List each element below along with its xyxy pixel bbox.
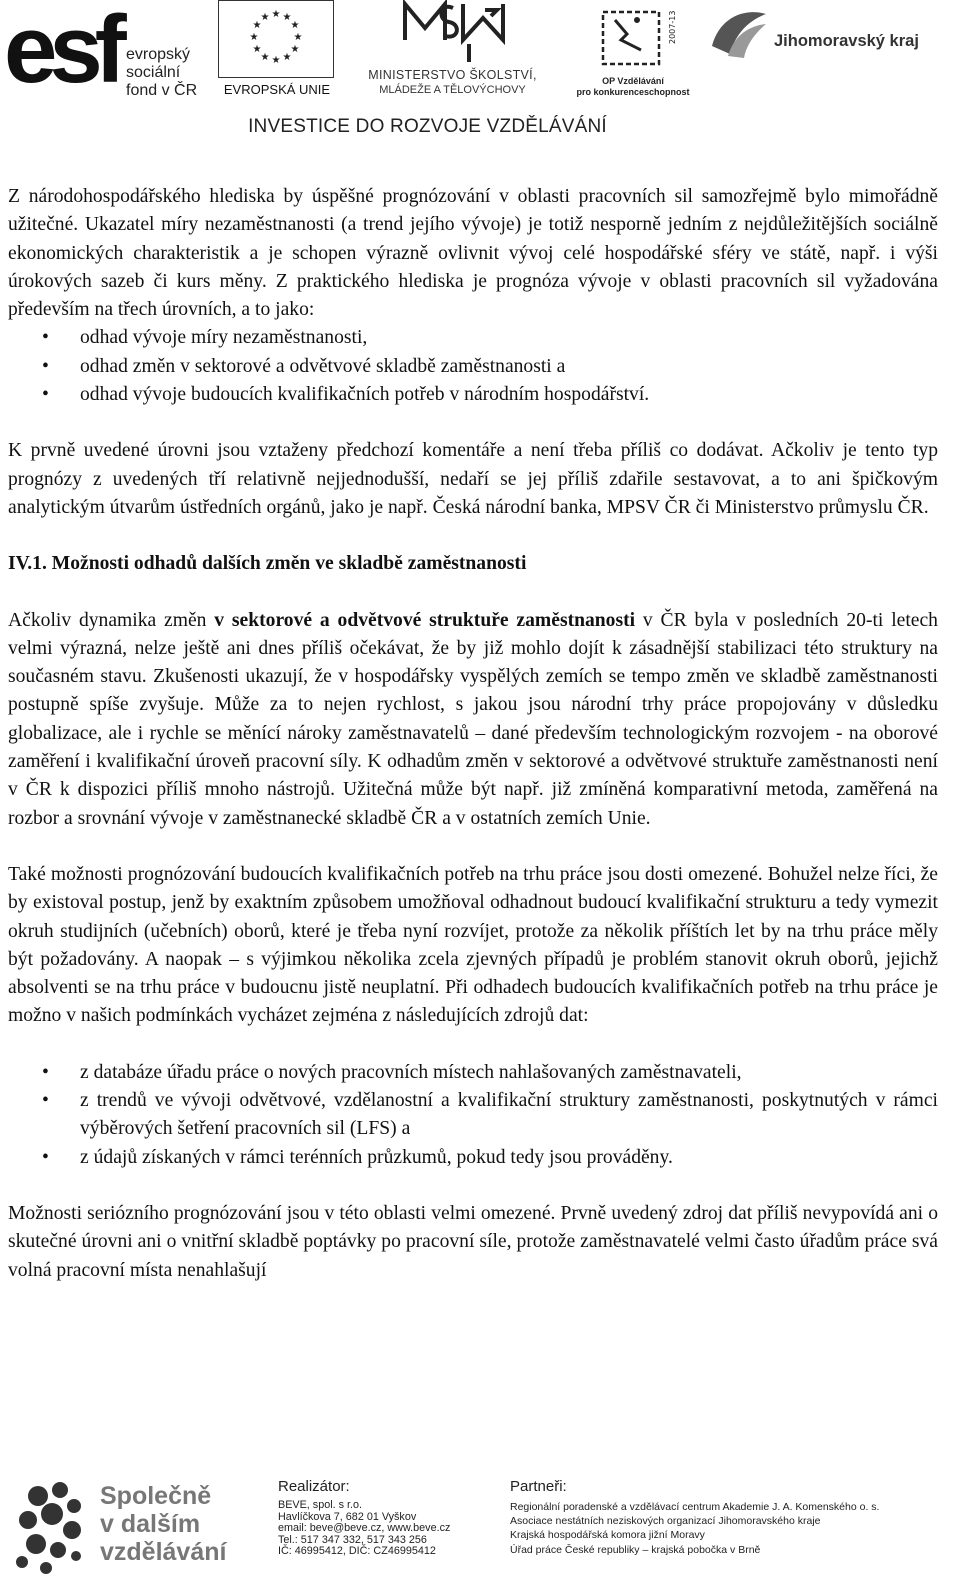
esf-logo-line-1: evropský xyxy=(126,46,191,63)
svg-text:★: ★ xyxy=(293,32,303,43)
realizator-line: BEVE, spol. s r.o. xyxy=(278,1499,363,1511)
eu-caption: EVROPSKÁ UNIE xyxy=(223,82,331,97)
paragraph-3 xyxy=(8,607,938,833)
svg-text:★: ★ xyxy=(282,12,292,23)
realizator-line: IČ: 46995412, DIČ: CZ46995412 xyxy=(278,1545,436,1558)
list-item: • odhad vývoje míry nezaměstnanosti, xyxy=(8,324,938,352)
esf-logo-line-3: fond v ČR xyxy=(126,82,198,99)
esf-logo-line-2: sociální xyxy=(126,64,181,81)
paragraph-3-bold: v sektorové a odvětvové struktuře zaměstnanosti xyxy=(214,609,636,631)
paragraph-3-rest: v ČR byla v posledních 20-ti letech velmi výrazná, nelze ještě ani dnes příliš očekávat, že by již mohlo dojít k zásadnější stabilizaci této struktury na současném stavu. Zkušenosti ukazují, že v hospodářsky vyspělých zemích se tempo změn ve skladbě zaměstnanosti postupně spíše zvyšuje. Může za to nejen rychlost, s jakou jsou národní trhy práce propojovány v důsledku globalizace, ale i rychle se měnící nároky zaměstnavatelů – dané především technologickým rozvojem - na oborové zaměření i kvalifikační úroveň pracovní síly. K odhadům změn v sektorové a odvětvové struktuře zaměstnanosti není v ČR k dispozici příliš mnoho nástrojů. Užitečná může být např. již zmíněná komparativní metoda, zaměřená na rozbor a srovnání vývoje v zaměstnanecké skladbě ČR a v ostatních zemích Unie. xyxy=(8,609,938,829)
list-item: • z trendů ve vývoji odvětvové, vzdělanostní a kvalifikační struktury zaměstnanosti, poskytnutých v rámci výběrových šetření pracovních sil (LFS) a xyxy=(8,1087,938,1144)
op-line-1: OP Vzdělávání xyxy=(602,76,664,86)
svg-text:★: ★ xyxy=(260,12,270,23)
page-footer xyxy=(0,1470,960,1586)
page-header xyxy=(0,0,960,145)
svg-text:★: ★ xyxy=(282,52,292,63)
list-item: • z údajů získaných v rámci terénních průzkumů, pokud tedy jsou prováděny. xyxy=(8,1144,938,1172)
spolecne-mark-icon xyxy=(8,1472,96,1578)
paragraph-5: Možnosti seriózního prognózování jsou v této oblasti velmi omezené. Prvně uvedený zdroj dat příliš nevypovídá ani o skutečné úrovni ani o vnitřní skladbě poptávky po pracovní síle, protože zaměstnavatelé velmi často úřadům práce svá volná pracovní místa nenahlašují xyxy=(8,1202,938,1281)
bullet-list-2 xyxy=(8,1059,938,1172)
realizator-block xyxy=(278,1478,508,1558)
spolecne-line-2: v dalším xyxy=(100,1510,201,1538)
svg-text:★: ★ xyxy=(260,52,270,63)
eu-logo xyxy=(218,0,336,100)
paragraph-4: Také možnosti prognózování budoucích kvalifikačních potřeb na trhu práce jsou dosti omezené. Bohužel nelze říci, že by existoval postup, jenž by exaktním způsobem umožňoval odhadnout budoucí kvalifikační strukturu a tedy vymezit okruh studijních (učebních) oborů, které je třeba nyní rozvíjet, protože za několik příštích let by na trhu práce měly být požadovány. A naopak – s výjimkou několika zcela zjevných případů je problém stanovit okruh oborů, jejichž absolventi se na trhu práce v budoucnu jistě neuplatní. Při odhadech budoucích kvalifikačních potřeb na trhu práce je možno v našich podmínkách vycházet zejména z následujících zdrojů dat: xyxy=(8,863,938,1027)
partner-line: Krajská hospodářská komora jižní Moravy xyxy=(510,1529,705,1542)
jmk-logo xyxy=(706,6,956,66)
investice-slogan: INVESTICE DO ROZVOJE VZDĚLÁVÁNÍ xyxy=(248,116,607,137)
partner-line: Úřad práce České republiky – krajská pobočka v Brně xyxy=(510,1543,761,1556)
msmt-mark-icon xyxy=(345,0,560,66)
paragraph-2: K prvně uvedené úrovni jsou vztaženy předchozí komentáře a není třeba příliš co dodávat. Ačkoliv je tento typ prognózy z uvedených tří relativně nejjednodušší, nedaří se jej příliš zdařile sestavovat, a to ani špičkovým analytickým útvarům ústředních orgánů, jako je např. Česká národní banka, MPSV ČR či Ministerstvo průmyslu ČR. xyxy=(8,440,938,518)
op-years: 2007-13 xyxy=(668,10,677,44)
svg-text:★: ★ xyxy=(290,20,300,31)
list-item: • odhad změn v sektorové a odvětvové skladbě zaměstnanosti a xyxy=(8,353,938,381)
svg-text:★: ★ xyxy=(252,44,262,55)
partner-line: Asociace nestátních neziskových organizací Jihomoravského kraje xyxy=(510,1515,821,1528)
bullet-list-1 xyxy=(8,324,938,409)
partneri-block xyxy=(510,1478,955,1557)
realizator-line: email: beve@beve.cz, www.beve.cz xyxy=(278,1522,451,1535)
msmt-line-2: MLÁDEŽE A TĚLOVÝCHOVY xyxy=(379,84,526,96)
msmt-line-1: MINISTERSTVO ŠKOLSTVÍ, xyxy=(368,68,537,82)
realizator-line: Tel.: 517 347 332, 517 343 256 xyxy=(278,1533,427,1546)
spolecne-logo xyxy=(8,1472,258,1584)
paragraph-3-start: Ačkoliv dynamika změn xyxy=(8,609,215,631)
eu-flag-icon xyxy=(218,0,334,78)
list-item: • z databáze úřadu práce o nových pracovních místech nahlašovaných zaměstnavateli, xyxy=(8,1059,938,1087)
document-body xyxy=(8,183,938,1285)
svg-text:★: ★ xyxy=(249,32,259,43)
spolecne-line-1: Společně xyxy=(100,1482,212,1510)
paragraph-1: Z národohospodářského hlediska by úspěšné prognózování v oblasti pracovních sil samozřejmě bylo mimořádně užitečné. Ukazatel míry nezaměstnanosti (a trend jejího vývoje) je totiž nesporně jedním z nejdůležitějších sociálně ekonomických charakteristik a je schopen výrazně ovlivnit vývoj celé hospodářské sféry ve státě, např. i výši úrokových sazeb či kurs měny. Z praktického hlediska je prognóza vývoje v oblasti pracovních sil vyžadována především na třech úrovních, a to jako: xyxy=(8,186,938,321)
svg-text:★: ★ xyxy=(271,9,281,20)
msmt-logo xyxy=(345,0,560,100)
section-heading: IV.1. Možnosti odhadů dalších změn ve skladbě zaměstnanosti xyxy=(8,553,527,575)
op-mark-icon xyxy=(563,0,703,76)
op-logo xyxy=(563,0,703,100)
svg-text:★: ★ xyxy=(290,44,300,55)
spolecne-text xyxy=(100,1482,226,1566)
realizator-line: Havlíčkova 7, 682 01 Vyškov xyxy=(278,1510,417,1523)
realizator-title: Realizátor: xyxy=(278,1478,350,1495)
op-line-2: pro konkurenceschopnost xyxy=(576,87,690,97)
spolecne-line-3: vzdělávání xyxy=(100,1538,227,1566)
jmk-name: Jihomoravský kraj xyxy=(774,32,919,50)
jmk-mark-icon xyxy=(706,6,770,62)
svg-text:★: ★ xyxy=(252,20,262,31)
partner-line: Regionální poradenské a vzdělávací centrum Akademie J. A. Komenského o. s. xyxy=(510,1501,880,1513)
list-item: • odhad vývoje budoucích kvalifikačních potřeb v národním hospodářství. xyxy=(8,381,938,409)
esf-logo xyxy=(4,2,209,102)
esf-logo-mark: esf xyxy=(4,0,119,103)
svg-text:★: ★ xyxy=(271,55,281,66)
partneri-title: Partneři: xyxy=(510,1478,567,1495)
